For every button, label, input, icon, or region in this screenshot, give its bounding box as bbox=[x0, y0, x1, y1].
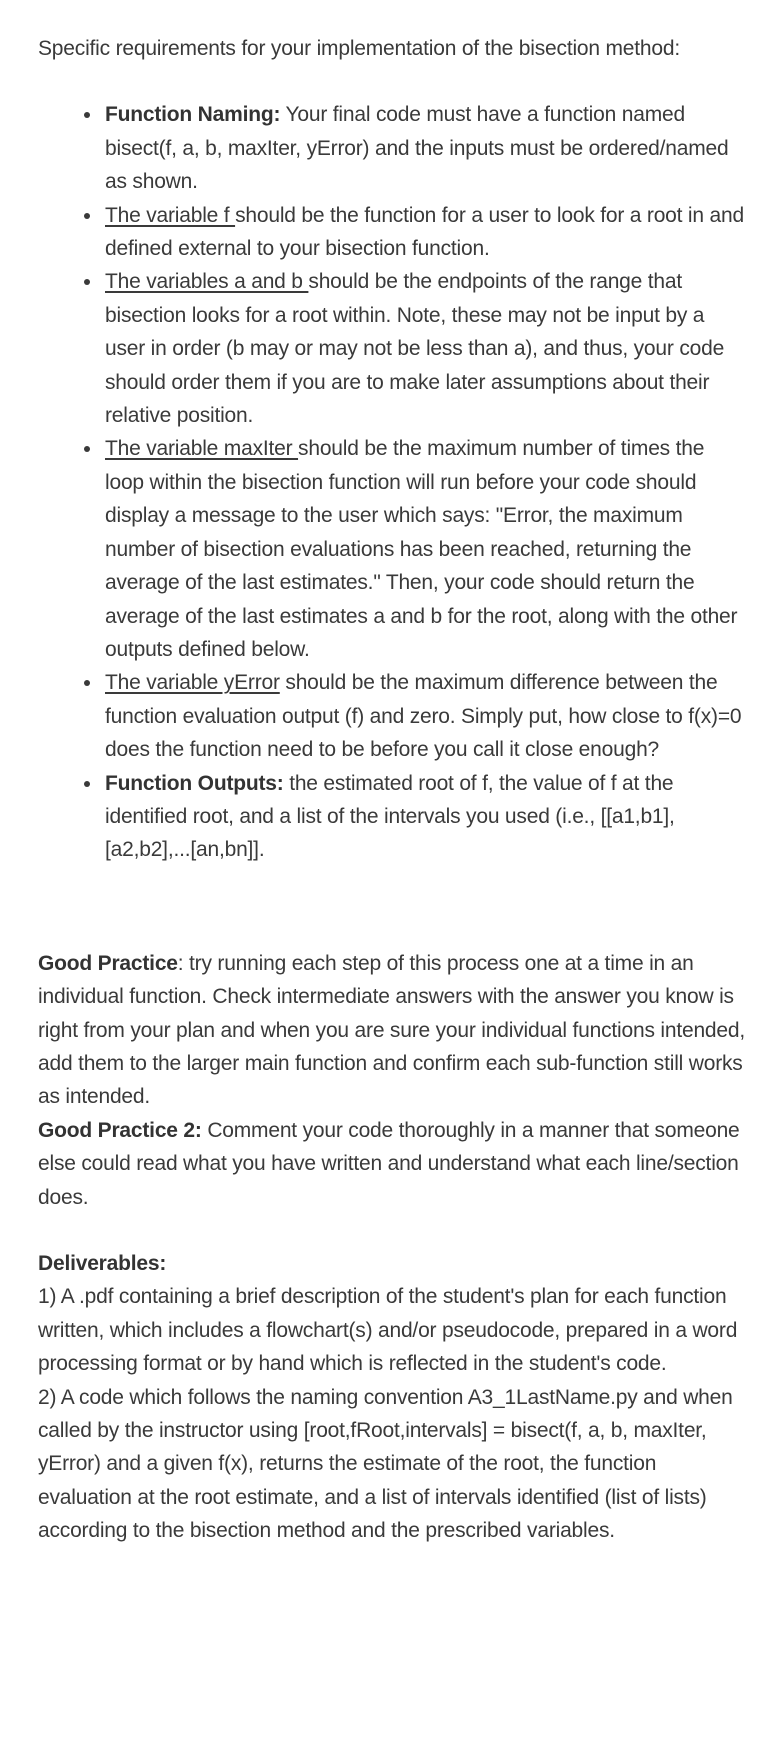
requirement-function-naming bbox=[105, 98, 748, 198]
deliverable-item: 1) A .pdf containing a brief description of the student's plan for each function written, which includes a flowchart(s) and/or pseudocode, prepared in a word processing format or by hand which is reflected in the student's code. bbox=[38, 1285, 738, 1376]
good-practice-paragraph bbox=[38, 947, 748, 1114]
requirement-text: should be the endpoints of the range that bisection looks for a root within. Note, these may not be input by a user in order (b may or may not be less than a), and thus, your code should order them if you are to make later assumptions about their relative position. bbox=[105, 270, 725, 428]
requirement-lead: Function Outputs: bbox=[105, 771, 284, 795]
good-practice-text: : try running each step of this process one at a time in an individual function. Check intermediate answers with the answer you know is right from your plan and when you are sure your individual functions intended, add them to the larger main function and confirm each sub-function still works as intended. bbox=[38, 951, 745, 1109]
requirement-lead: The variables a and b bbox=[105, 270, 309, 294]
requirement-text: Your final code must have a function named bisect(f, a, b, maxIter, yError) and the inputs must be ordered/named as shown. bbox=[105, 103, 729, 194]
good-practice-2-paragraph bbox=[38, 1114, 748, 1214]
requirement-lead: The variable yError bbox=[105, 671, 280, 695]
deliverables-heading-text: Deliverables: bbox=[38, 1252, 167, 1275]
requirement-lead: The variable f bbox=[105, 203, 236, 227]
requirement-text: should be the function for a user to look for a root in and defined external to your bisection function. bbox=[105, 203, 744, 261]
requirement-lead: The variable maxIter bbox=[105, 437, 299, 461]
requirement-text: should be the maximum difference between the function evaluation output (f) and zero. Simply put, how close to f(x)=0 does the function need to be before you call it close enough? bbox=[105, 671, 742, 762]
requirement-lead: Function Naming: bbox=[105, 103, 281, 127]
requirement-variable-f bbox=[105, 199, 748, 266]
requirement-function-outputs bbox=[105, 767, 748, 867]
requirement-variables-a-b bbox=[105, 265, 748, 432]
requirement-text: the estimated root of f, the value of f at the identified root, and a list of the intervals you used (i.e., [[a1,b1],[a2,b2],...[an,bn]]. bbox=[105, 771, 675, 862]
deliverables-heading bbox=[38, 1247, 748, 1280]
good-practice-2-text: Comment your code thoroughly in a manner that someone else could read what you have written and understand what each line/section does. bbox=[38, 1118, 740, 1209]
good-practice-lead: Good Practice bbox=[38, 951, 178, 975]
assignment-document bbox=[38, 32, 748, 1548]
intro-paragraph: Specific requirements for your implementation of the bisection method: bbox=[38, 37, 680, 60]
deliverable-item: 2) A code which follows the naming convention A3_1LastName.py and when called by the instructor using [root,fRoot,intervals] = bisect(f, a, b, maxIter, yError) and a given f(x), returns the estimate of the root, the function evaluation at the root estimate, and a list of intervals identified (list of lists) according to the bisection method and the prescribed variables. bbox=[38, 1385, 733, 1543]
requirement-variable-yerror bbox=[105, 666, 748, 766]
good-practice-2-lead: Good Practice 2: bbox=[38, 1118, 202, 1142]
requirement-text: should be the maximum number of times the loop within the bisection function will run before your code should display a message to the user which says: "Error, the maximum number of bisection evaluations has been reached, returning the average of the last estimates." Then, your code should return the average of the last estimates a and b for the root, along with the other outputs defined below. bbox=[105, 437, 738, 661]
requirements-list bbox=[38, 98, 748, 866]
requirement-variable-maxiter bbox=[105, 432, 748, 666]
